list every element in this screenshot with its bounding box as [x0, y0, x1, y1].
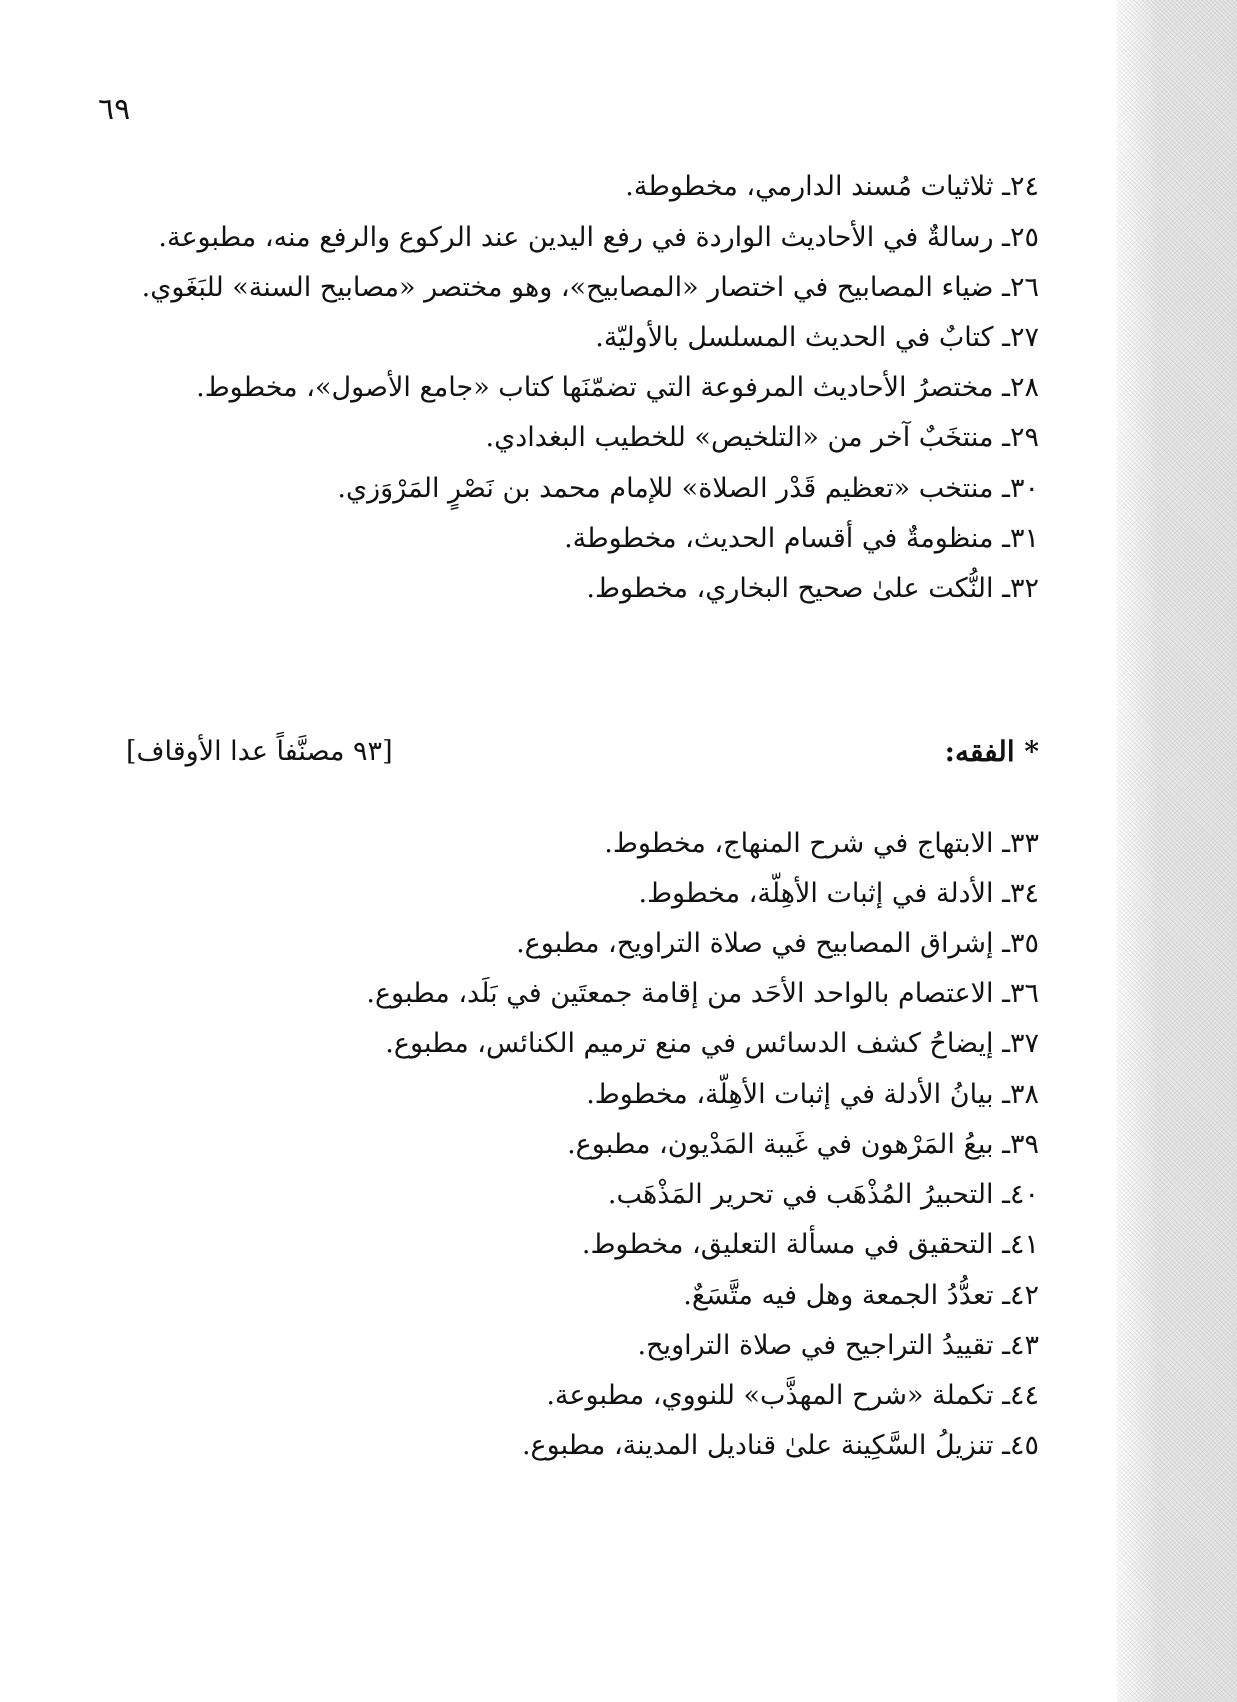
list-item: ٣٢ـ النُّكت علىٰ صحيح البخاري، مخطوط. — [586, 573, 1039, 604]
list-item: ٣٤ـ الأدلة في إثبات الأهِلّة، مخطوط. — [638, 878, 1039, 909]
list-item: ٢٨ـ مختصرُ الأحاديث المرفوعة التي تضمّنَها كتاب «جامع الأصول»، مخطوط. — [196, 372, 1039, 403]
section-count-note: [٩٣ مصنَّفاً عدا الأوقاف] — [126, 736, 393, 767]
list-item: ٤٠ـ التحبيرُ المُذْهَب في تحرير المَذْهَب. — [607, 1179, 1039, 1210]
list-item: ٣٥ـ إشراق المصابيح في صلاة التراويح، مطبوع. — [516, 928, 1039, 959]
list-item: ٣٦ـ الاعتصام بالواحد الأحَد من إقامة جمعتَين في بَلَد، مطبوع. — [366, 978, 1039, 1009]
list-item: ٢٤ـ ثلاثيات مُسند الدارمي، مخطوطة. — [625, 171, 1039, 202]
list-item: ٢٥ـ رسالةٌ في الأحاديث الواردة في رفع اليدين عند الركوع والرفع منه، مطبوعة. — [158, 222, 1039, 253]
scan-edge-shading — [1117, 0, 1237, 1702]
list-item: ٢٩ـ منتخَبٌ آخر من «التلخيص» للخطيب البغدادي. — [485, 422, 1039, 453]
page-number: ٦٩ — [98, 92, 131, 127]
list-item: ٤١ـ التحقيق في مسألة التعليق، مخطوط. — [581, 1229, 1039, 1260]
section-heading-fiqh: * الفقه: — [944, 735, 1039, 768]
list-item: ٤٢ـ تعدُّدُ الجمعة وهل فيه متَّسَعٌ. — [683, 1280, 1039, 1311]
list-item: ٣٩ـ بيعُ المَرْهون في غَيبة المَدْيون، مطبوع. — [567, 1129, 1039, 1160]
list-item: ٤٣ـ تقييدُ التراجيح في صلاة التراويح. — [637, 1330, 1039, 1361]
list-item: ٣٨ـ بيانُ الأدلة في إثبات الأهِلّة، مخطوط. — [586, 1079, 1039, 1110]
list-item: ٣٠ـ منتخب «تعظيم قَدْر الصلاة» للإمام محمد بن نَصْرٍ المَرْوَزي. — [337, 473, 1039, 504]
list-item: ٤٤ـ تكملة «شرح المهذَّب» للنووي، مطبوعة. — [546, 1380, 1039, 1411]
list-item: ٣١ـ منظومةٌ في أقسام الحديث، مخطوطة. — [564, 523, 1039, 554]
list-item: ٢٦ـ ضياء المصابيح في اختصار «المصابيح»، وهو مختصر «مصابيح السنة» للبَغَوي. — [141, 272, 1039, 303]
list-item: ٣٧ـ إيضاحُ كشف الدسائس في منع ترميم الكنائس، مطبوع. — [385, 1028, 1039, 1059]
list-item: ٣٣ـ الابتهاج في شرح المنهاج، مخطوط. — [604, 828, 1039, 859]
list-item: ٢٧ـ كتابٌ في الحديث المسلسل بالأوليّة. — [595, 322, 1039, 353]
list-item: ٤٥ـ تنزيلُ السَّكِينة علىٰ قناديل المدينة، مطبوع. — [521, 1430, 1039, 1461]
